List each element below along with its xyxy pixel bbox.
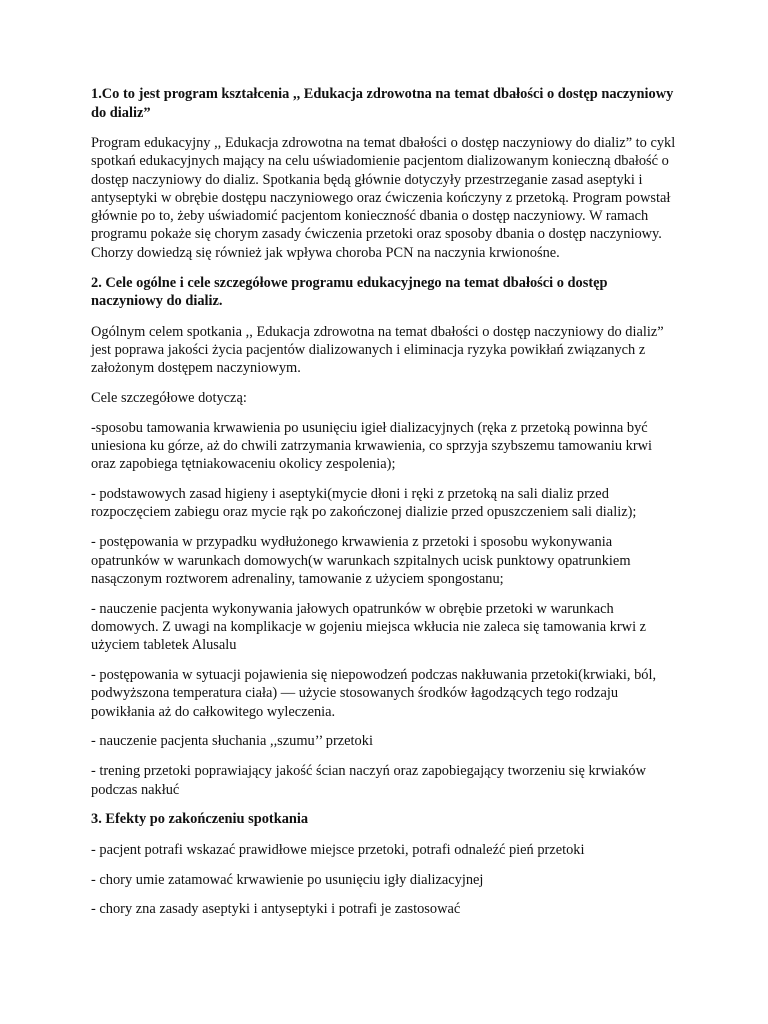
specific-goal-item: -sposobu tamowania krwawienia po usunięciu igieł dializacyjnych (ręka z przetoką powinna być uniesiona ku górze, aż do chwili zatrzymania krwawienia, co sprzyja szybszemu tamowaniu krwi oraz zapobiega tętniakowaceniu okolicy zespolenia); xyxy=(91,419,653,473)
section-1-heading: 1.Co to jest program kształcenia ,, Edukacja zdrowotna na temat dbałości o dostęp naczyniowy do dializ” xyxy=(91,86,674,121)
outcome-item: - pacjent potrafi wskazać prawidłowe miejsce przetoki, potrafi odnaleźć pień przetoki xyxy=(91,841,585,858)
general-goal-paragraph: Ogólnym celem spotkania ,, Edukacja zdrowotna na temat dbałości o dostęp naczyniowy do dializ” jest poprawa jakości życia pacjentów dializowanych i eliminacja ryzyka powikłań związanych z założonym dostępem naczyniowym. xyxy=(91,323,664,377)
specific-goal-item: - postępowania w sytuacji pojawienia się niepowodzeń podczas nakłuwania przetoki(krwiaki, ból, podwyższona temperatura ciała) — użycie stosowanych środków łagodzących tego rodzaju powikłania aż do całkowitego wyleczenia. xyxy=(91,667,657,720)
outcome-item: - chory zna zasady aseptyki i antyseptyki i potrafi je zastosować xyxy=(91,901,461,918)
section-1-paragraph: Program edukacyjny ,, Edukacja zdrowotna na temat dbałości o dostęp naczyniowy do dializ” to cykl spotkań edukacyjnych mający na celu uświadomienie pacjentom dializowanym konieczną dbałość o dostęp naczyniowy do dializ. Spotkania będą głównie dotyczyły przestrzeganie zasad aseptyki i antyseptyki w obrębie dostępu naczyniowego oraz ćwiczenia kończyny z przetoką. Program powstał głównie po to, żeby uświadomić pacjentom konieczność dbania o dostęp naczyniowy. W ramach programu pokaże się chorym zasady ćwiczenia przetoki oraz sposoby dbania o dostęp naczyniowy. Chorzy dowiedzą się również jak wpływa choroba PCN na naczynia krwionośne. xyxy=(91,135,676,261)
specific-goals-intro: Cele szczegółowe dotyczą: xyxy=(91,389,247,406)
specific-goal-item: - trening przetoki poprawiający jakość ścian naczyń oraz zapobiegający tworzeniu się krwiaków podczas nakłuć xyxy=(91,763,647,798)
section-3-heading: 3. Efekty po zakończeniu spotkania xyxy=(91,811,309,828)
outcome-item: - chory umie zatamować krwawienie po usunięciu igły dializacyjnej xyxy=(91,871,484,888)
specific-goal-item: - podstawowych zasad higieny i aseptyki(mycie dłoni i ręki z przetoką na sali dializ przed rozpoczęciem zabiegu oraz mycie rąk po zakończonej dializie przed opuszczeniem sali dializ); xyxy=(91,486,637,521)
specific-goal-item: - postępowania w przypadku wydłużonego krwawienia z przetoki i sposobu wykonywania opatrunków w warunkach domowych(w warunkach szpitalnych ucisk punktowy opatrunkiem nasączonym roztworem adrenaliny, tamowanie z użyciem spongostanu; xyxy=(91,534,631,587)
specific-goal-item: - nauczenie pacjenta wykonywania jałowych opatrunków w obrębie przetoki w warunkach domowych. Z uwagi na komplikacje w gojeniu miejsca wkłucia nie zaleca się tamowania krwi z użyciem tabletek Alusalu xyxy=(91,600,647,654)
specific-goal-item: - nauczenie pacjenta słuchania ,,szumu’’ przetoki xyxy=(91,733,373,750)
section-2-heading: 2. Cele ogólne i cele szczegółowe programu edukacyjnego na temat dbałości o dostęp naczyniowy do dializ. xyxy=(91,274,608,310)
